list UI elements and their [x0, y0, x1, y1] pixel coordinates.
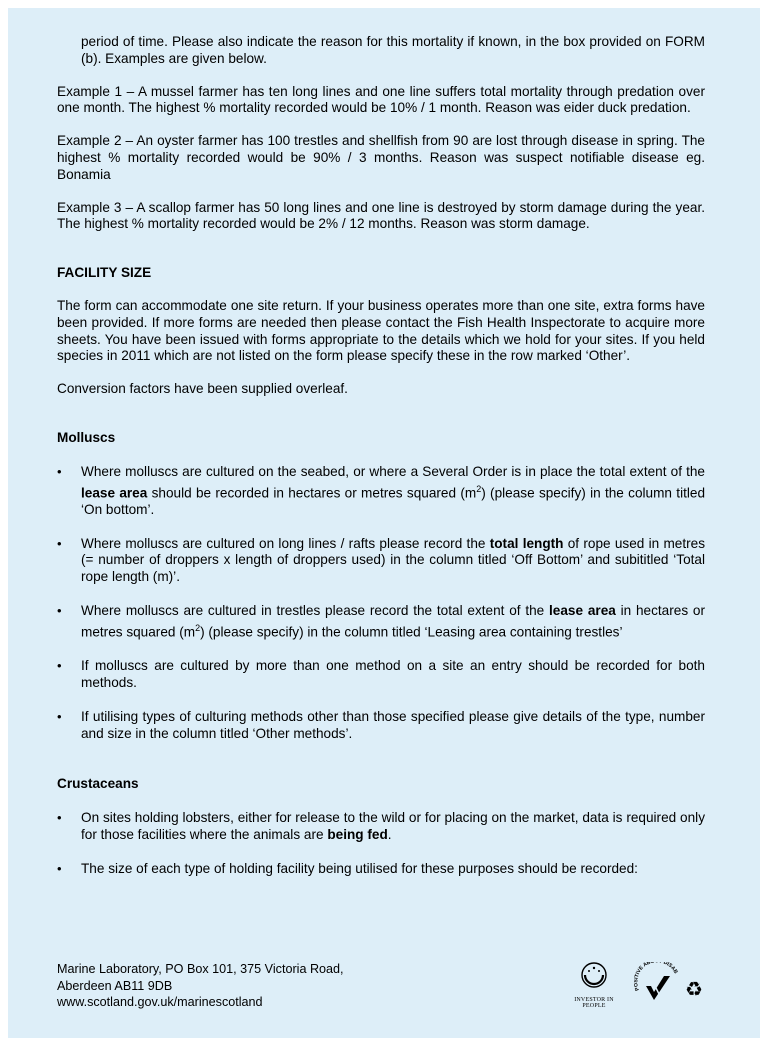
footer-website: www.scotland.gov.uk/marinescotland	[57, 995, 263, 1010]
document-body	[57, 34, 705, 878]
positive-about-disabled-people-logo	[634, 962, 680, 1011]
crustaceans-list	[57, 810, 705, 877]
conversion-factors-note: Conversion factors have been supplied overleaf.	[57, 381, 348, 397]
list-item: • Where molluscs are cultured on long lines / rafts please record the total length of rope used in metres (= number of droppers x length of droppers used) in the column titled ‘Off Bottom’ and subititled ‘Total rope length (m)’.	[57, 536, 705, 586]
document-page	[8, 8, 760, 1038]
disability-tick-icon	[634, 962, 680, 1006]
molluscs-list	[57, 464, 705, 743]
investor-in-people-icon	[579, 960, 609, 990]
example-1: Example 1 – A mussel farmer has ten long lines and one line suffers total mortality through predation over one month. The highest % mortality recorded would be 10% / 1 month. Reason was eider duck predation.	[57, 83, 705, 116]
list-item: • Where molluscs are cultured in trestles please record the total extent of the lease area in hectares or metres squared $(m^2)$ (please specify) in the column titled ‘Leasing area containing trestles’	[57, 603, 705, 641]
footer-address	[57, 961, 344, 1011]
facility-size-heading: FACILITY SIZE	[57, 265, 152, 281]
svg-text:POSITIVE ABOUT DISABLED PEOPLE	[634, 962, 679, 991]
facility-size-paragraph: The form can accommodate one site return. If your business operates more than one site, extra forms have been provided. If more forms are needed then please contact the Fish Health Inspectorate to acquire more sheets. You have been issued with forms appropriate to the details which we hold for your sites. If you held species in 2011 which are not listed on the form please specify these in the row marked ‘Other’.	[57, 297, 705, 364]
list-item: • The size of each type of holding facility being utilised for these purposes should be recorded:	[57, 861, 705, 878]
crustaceans-heading: Crustaceans	[57, 776, 139, 792]
list-item: • Where molluscs are cultured on the seabed, or where a Several Order is in place the total extent of the lease area should be recorded in hectares or metres squared $(m^2)$ (please specify) in the column titled ‘On bottom’.	[57, 464, 705, 519]
footer-logos	[564, 960, 734, 1010]
footer-line-1: Marine Laboratory, PO Box 101, 375 Victoria Road,	[57, 962, 344, 976]
iip-caption: INVESTOR IN PEOPLE	[574, 997, 614, 1009]
investor-in-people-logo	[564, 960, 624, 1009]
intro-continuation: period of time. Please also indicate the reason for this mortality if known, in the box provided on FORM (b). Examples are given below.	[81, 34, 705, 66]
footer-line-2: Aberdeen AB11 9DB	[57, 978, 173, 993]
list-item: • If molluscs are cultured by more than one method on a site an entry should be recorded for both methods.	[57, 658, 705, 692]
list-item: • On sites holding lobsters, either for release to the wild or for placing on the market, data is required only for those facilities where the animals are being fed.	[57, 810, 705, 844]
recycle-icon: ♻	[685, 979, 703, 1001]
example-2: Example 2 – An oyster farmer has 100 trestles and shellfish from 90 are lost through disease in spring. The highest % mortality recorded would be 90% / 3 months. Reason was suspect notifiable disease eg. Bonamia	[57, 133, 705, 182]
pad-ring-text: P ITIVE AB DISAB	[634, 962, 679, 992]
list-item: • If utilising types of culturing methods other than those specified please give details of the type, number and size in the column titled ‘Other methods’.	[57, 709, 705, 743]
example-3: Example 3 – A scallop farmer has 50 long lines and one line is destroyed by storm damage during the year. The highest % mortality recorded would be 2% / 12 months. Reason was storm damage.	[57, 199, 705, 232]
molluscs-heading: Molluscs	[57, 429, 116, 445]
